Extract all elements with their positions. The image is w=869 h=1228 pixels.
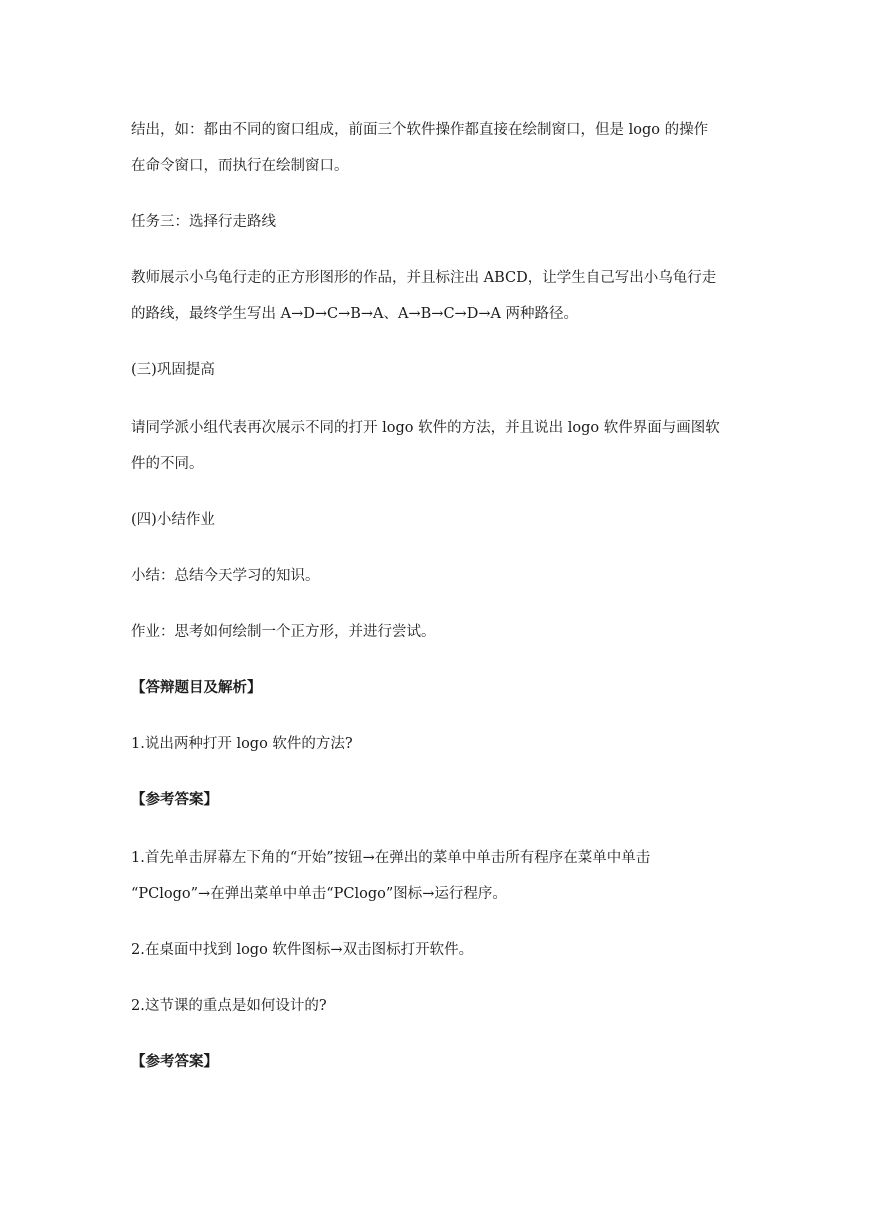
text-line: 2.这节课的重点是如何设计的? (131, 998, 327, 1014)
answer-one-method-two (131, 932, 751, 968)
paragraph-group-demo (131, 410, 751, 482)
text-line: 2.在桌面中找到 logo 软件图标→双击图标打开软件。 (131, 942, 474, 958)
text-line: 件的不同。 (131, 456, 204, 472)
text-line: 【参考答案】 (131, 791, 218, 808)
text-line: (三)巩固提高 (131, 362, 215, 378)
paragraph-homework (131, 614, 751, 650)
question-two (131, 988, 751, 1024)
text-line: 【参考答案】 (131, 1053, 218, 1070)
question-one (131, 726, 751, 762)
text-line: 作业：思考如何绘制一个正方形，并进行尝试。 (131, 624, 436, 640)
heading-summary-homework (131, 502, 751, 538)
text-line: 的路线，最终学生写出 A→D→C→B→A、A→B→C→D→A 两种路径。 (131, 306, 579, 322)
paragraph-summary (131, 558, 751, 594)
text-line: 小结：总结今天学习的知识。 (131, 568, 320, 584)
text-line: “PClogo”→在弹出菜单中单击“PClogo”图标→运行程序。 (131, 886, 507, 902)
paragraph-window-comparison (131, 112, 751, 184)
heading-reference-answer-1 (131, 782, 751, 818)
answer-one-method-one (131, 840, 751, 912)
text-line: 1.首先单击屏幕左下角的“开始”按钮→在弹出的菜单中单击所有程序在菜单中单击 (131, 850, 651, 866)
heading-consolidation (131, 352, 751, 388)
text-line: 结出，如：都由不同的窗口组成，前面三个软件操作都直接在绘制窗口，但是 logo 的操作 (131, 122, 709, 138)
heading-defense-questions (131, 670, 751, 706)
text-line: 在命令窗口，而执行在绘制窗口。 (131, 158, 349, 174)
paragraph-turtle-route (131, 260, 751, 332)
heading-task-three (131, 204, 751, 240)
text-line: 1.说出两种打开 logo 软件的方法? (131, 736, 353, 752)
heading-reference-answer-2 (131, 1044, 751, 1080)
text-line: 教师展示小乌龟行走的正方形图形的作品，并且标注出 ABCD，让学生自己写出小乌龟行走 (131, 270, 717, 286)
text-line: (四)小结作业 (131, 512, 215, 528)
text-line: 【答辩题目及解析】 (131, 679, 262, 696)
text-line: 任务三：选择行走路线 (131, 214, 276, 230)
text-line: 请同学派小组代表再次展示不同的打开 logo 软件的方法，并且说出 logo 软件界面与画图软 (131, 420, 720, 436)
